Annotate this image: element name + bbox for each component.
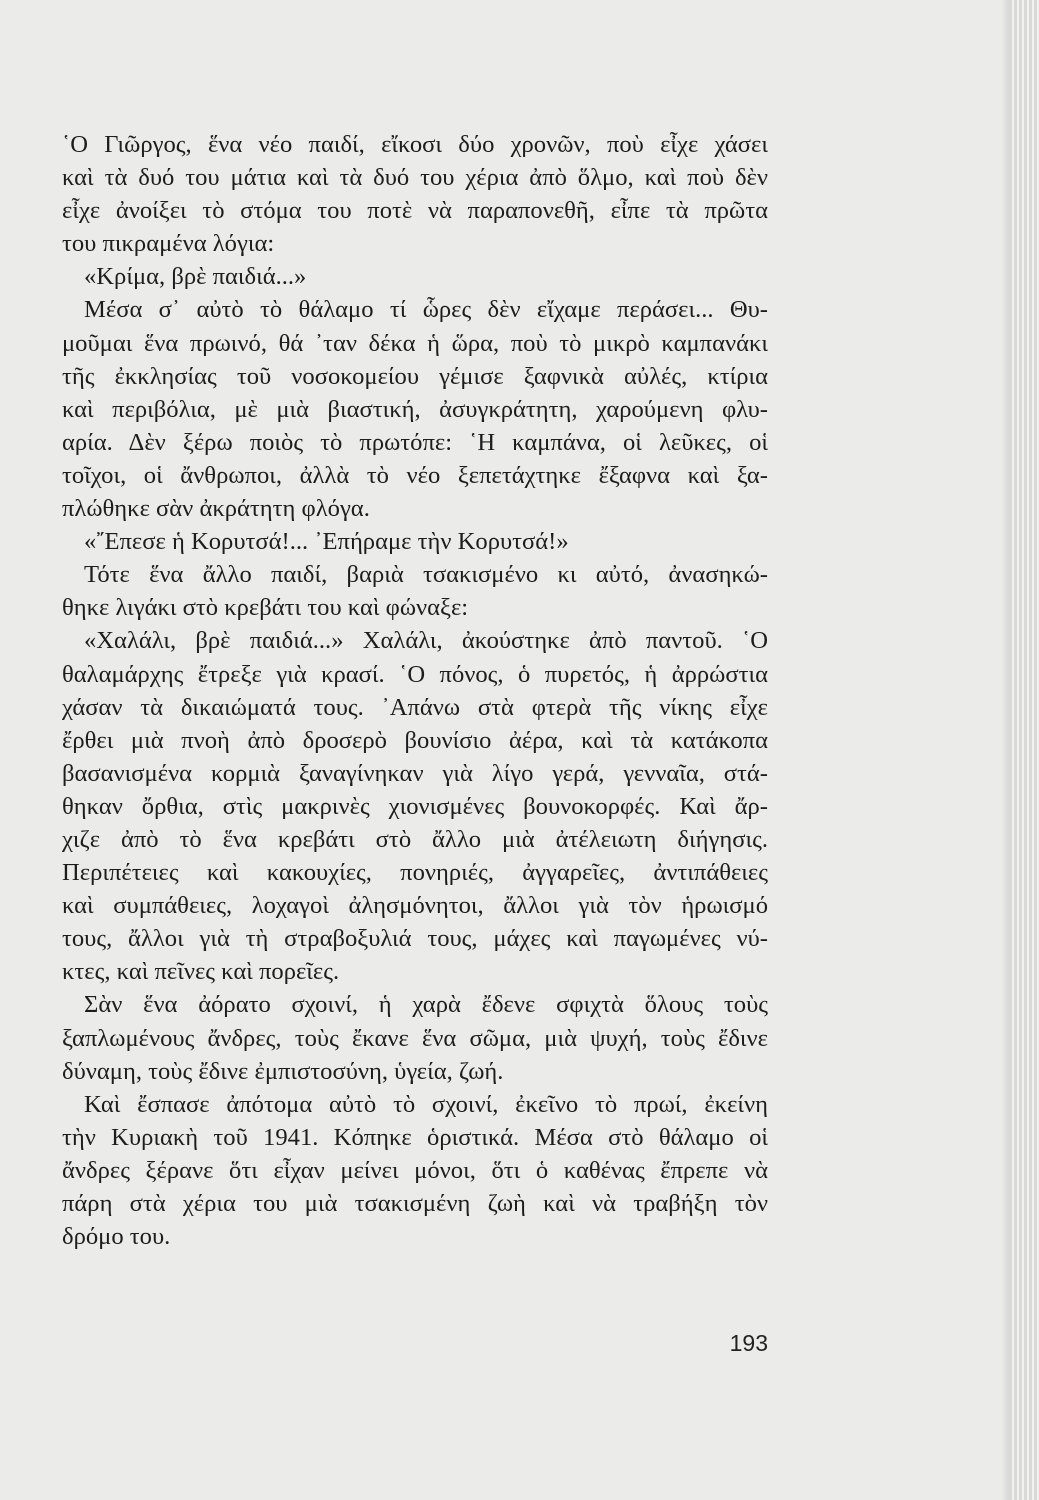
text-line: Τότε ἕνα ἄλλο παιδί, βαριὰ τσακισμένο κι αὐτό, ἀνασηκώ- — [84, 561, 768, 589]
text-line: Σὰν ἕνα ἀόρατο σχοινί, ἡ χαρὰ ἔδενε σφιχτὰ ὅλους τοὺς — [84, 991, 768, 1019]
text-line: τοῖχοι, οἱ ἄνθρωποι, ἀλλὰ τὸ νέο ξεπετάχτηκε ἔξαφνα καὶ ξα- — [62, 461, 768, 489]
text-line: χάσαν τὰ δικαιώματά τους. ᾽Απάνω στὰ φτερὰ τῆς νίκης εἶχε — [62, 693, 768, 721]
text-line: χιζε ἀπὸ τὸ ἕνα κρεβάτι στὸ ἄλλο μιὰ ἀτέλειωτη διήγησις. — [62, 825, 768, 853]
text-line: ξαπλωμένους ἄνδρες, τοὺς ἔκανε ἕνα σῶμα, μιὰ ψυχή, τοὺς ἔδινε — [62, 1024, 768, 1052]
text-line: ῾Ο Γιῶργος, ἕνα νέο παιδί, εἴκοσι δύο χρονῶν, ποὺ εἶχε χάσει — [62, 131, 768, 158]
text-line: Μέσα σ᾽ αὐτὸ τὸ θάλαμο τί ὧρες δὲν εἴχαμε περάσει... Θυ- — [84, 296, 768, 324]
text-line: βασανισμένα κορμιὰ ξαναγίνηκαν γιὰ λίγο γερά, γενναῖα, στά- — [62, 759, 768, 787]
text-line: κτες, καὶ πεῖνες καὶ πορεῖες. — [62, 958, 340, 986]
text-line: Καὶ ἔσπασε ἀπότομα αὐτὸ τὸ σχοινί, ἐκεῖνο τὸ πρωί, ἐκείνη — [84, 1090, 768, 1118]
body-text — [62, 128, 768, 1253]
text-line: καὶ περιβόλια, μὲ μιὰ βιαστική, ἀσυγκράτητη, χαρούμενη φλυ- — [62, 395, 768, 423]
text-line: ἔρθει μιὰ πνοὴ ἀπὸ δροσερὸ βουνίσιο ἀέρα, καὶ τὰ κατάκοπα — [62, 726, 768, 754]
text-line: εἶχε ἀνοίξει τὸ στόμα του ποτὲ νὰ παραπονεθῆ, εἶπε τὰ πρῶτα — [62, 197, 768, 225]
page-gutter-shadow — [1001, 0, 1009, 1500]
text-line: τὴν Κυριακὴ τοῦ 1941. Κόπηκε ὁριστικά. Μέσα στὸ θάλαμο οἱ — [62, 1123, 768, 1151]
text-line: δρόμο του. — [62, 1223, 171, 1251]
text-line: δύναμη, τοὺς ἔδινε ἐμπιστοσύνη, ὑγεία, ζωή. — [62, 1057, 504, 1085]
text-line: πάρη στὰ χέρια του μιὰ τσακισμένη ζωὴ καὶ νὰ τραβήξη τὸν — [62, 1190, 768, 1217]
page-stack-edge — [1009, 0, 1039, 1500]
text-line: θηκε λιγάκι στὸ κρεβάτι του καὶ φώναξε: — [62, 594, 469, 622]
text-line: θηκαν ὄρθια, στὶς μακρινὲς χιονισμένες βουνοκορφές. Καὶ ἄρ- — [62, 792, 768, 820]
text-line: καὶ τὰ δυό του μάτια καὶ τὰ δυό του χέρια ἀπὸ ὅλμο, καὶ ποὺ δὲν — [62, 164, 768, 192]
text-line: ἄνδρες ξέρανε ὅτι εἶχαν μείνει μόνοι, ὅτι ὁ καθένας ἔπρεπε νὰ — [62, 1156, 768, 1184]
text-line: του πικραμένα λόγια: — [62, 230, 275, 258]
text-line: «Κρίμα, βρὲ παιδιά...» — [84, 263, 307, 291]
text-line: Περιπέτειες καὶ κακουχίες, πονηριές, ἀγγαρεῖες, ἀντιπάθειες — [62, 859, 768, 887]
text-line: καὶ συμπάθειες, λοχαγοὶ ἀλησμόνητοι, ἄλλοι γιὰ τὸν ἡρωισμό — [62, 892, 768, 920]
page-number: 193 — [729, 1330, 768, 1356]
text-line: αρία. Δὲν ξέρω ποιὸς τὸ πρωτόπε: ῾Η καμπάνα, οἱ λεῦκες, οἱ — [62, 428, 768, 456]
text-line: τους, ἄλλοι γιὰ τὴ στραβοξυλιά τους, μάχες καὶ παγωμένες νύ- — [62, 925, 768, 953]
text-line: πλώθηκε σὰν ἀκράτητη φλόγα. — [62, 495, 370, 523]
text-line: θαλαμάρχης ἔτρεξε γιὰ κρασί. ῾Ο πόνος, ὁ πυρετός, ἡ ἀρρώστια — [62, 660, 768, 688]
text-line: τῆς ἐκκλησίας τοῦ νοσοκομείου γέμισε ξαφνικὰ αὐλές, κτίρια — [62, 362, 768, 390]
text-line: «Χαλάλι, βρὲ παιδιά...» Χαλάλι, ἀκούστηκε ἀπὸ παντοῦ. ῾Ο — [84, 627, 768, 655]
text-line: μοῦμαι ἕνα πρωινό, θά ᾽ταν δέκα ἡ ὥρα, ποὺ τὸ μικρὸ καμπανάκι — [62, 329, 768, 357]
text-line: «῎Επεσε ἡ Κορυτσά!... ᾽Επήραμε τὴν Κορυτσά!» — [84, 528, 569, 556]
